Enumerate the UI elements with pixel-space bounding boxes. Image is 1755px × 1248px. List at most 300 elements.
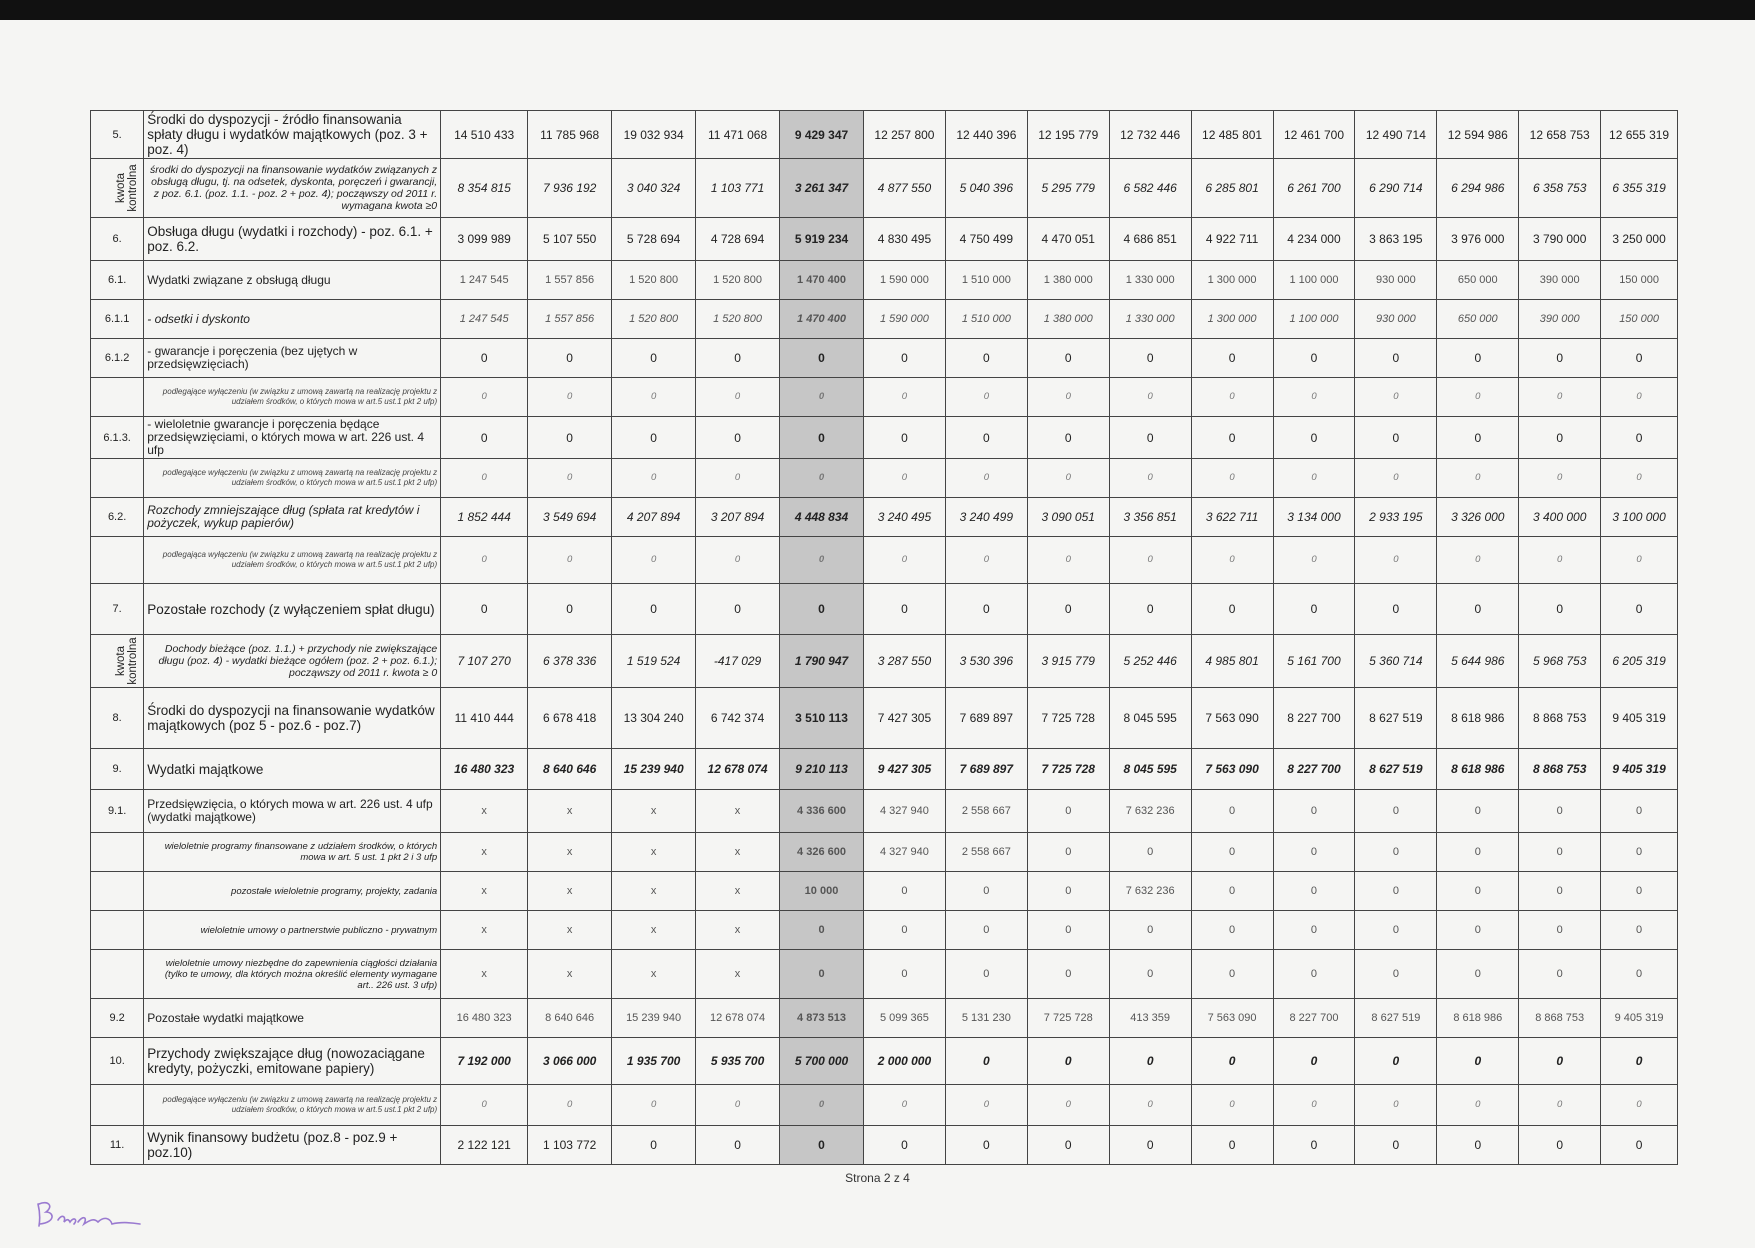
value-cell: 7 725 728 — [1027, 999, 1109, 1038]
value-cell: 7 563 090 — [1191, 688, 1273, 749]
value-cell: 0 — [612, 459, 696, 498]
value-cell: 0 — [945, 459, 1027, 498]
value-cell: 0 — [1601, 790, 1678, 833]
value-cell: 0 — [945, 378, 1027, 417]
value-cell: 12 732 446 — [1109, 111, 1191, 159]
value-cell: 390 000 — [1519, 300, 1601, 339]
table-row — [91, 688, 1678, 749]
value-cell: 0 — [945, 1085, 1027, 1126]
table-body — [91, 111, 1678, 1165]
row-label: Rozchody zmniejszające dług (spłata rat kredytów i pożyczek, wykup papierów) — [144, 498, 441, 537]
value-cell: 8 627 519 — [1355, 688, 1437, 749]
value-cell: 7 689 897 — [945, 749, 1027, 790]
value-cell: 0 — [441, 584, 528, 635]
value-cell: 0 — [1027, 1038, 1109, 1085]
value-cell: 0 — [1519, 790, 1601, 833]
value-cell: 1 103 772 — [528, 1126, 612, 1165]
value-cell: 12 257 800 — [863, 111, 945, 159]
value-cell: 0 — [1355, 1038, 1437, 1085]
row-number: 9.1. — [91, 790, 144, 833]
table-row — [91, 911, 1678, 950]
value-cell: 0 — [1601, 417, 1678, 459]
highlighted-value-cell: 5 919 234 — [780, 218, 864, 261]
value-cell: 6 294 986 — [1437, 159, 1519, 218]
highlighted-value-cell: 1 470 400 — [780, 300, 864, 339]
row-number — [91, 537, 144, 584]
value-cell: 3 134 000 — [1273, 498, 1355, 537]
value-cell: 0 — [1355, 1085, 1437, 1126]
value-cell: 0 — [1601, 459, 1678, 498]
value-cell: x — [612, 950, 696, 999]
value-cell: 150 000 — [1601, 261, 1678, 300]
value-cell: 0 — [528, 339, 612, 378]
value-cell: 0 — [1191, 1126, 1273, 1165]
value-cell: 11 410 444 — [441, 688, 528, 749]
value-cell: x — [441, 833, 528, 872]
value-cell: 16 480 323 — [441, 999, 528, 1038]
value-cell: 2 558 667 — [945, 833, 1027, 872]
value-cell: 1 557 856 — [528, 261, 612, 300]
value-cell: 8 868 753 — [1519, 688, 1601, 749]
value-cell: 0 — [441, 459, 528, 498]
table-row — [91, 1085, 1678, 1126]
table-row — [91, 159, 1678, 218]
value-cell: 0 — [441, 378, 528, 417]
value-cell: 3 530 396 — [945, 635, 1027, 688]
value-cell: x — [612, 872, 696, 911]
value-cell: 0 — [863, 378, 945, 417]
table-row — [91, 790, 1678, 833]
value-cell: 8 618 986 — [1437, 749, 1519, 790]
value-cell: 12 655 319 — [1601, 111, 1678, 159]
value-cell: 0 — [945, 911, 1027, 950]
value-cell: 0 — [612, 1085, 696, 1126]
value-cell: 2 000 000 — [863, 1038, 945, 1085]
value-cell: 0 — [863, 1126, 945, 1165]
value-cell: 0 — [1191, 584, 1273, 635]
value-cell: 12 594 986 — [1437, 111, 1519, 159]
value-cell: 6 355 319 — [1601, 159, 1678, 218]
value-cell: 3 915 779 — [1027, 635, 1109, 688]
value-cell: 7 725 728 — [1027, 688, 1109, 749]
value-cell: 0 — [1109, 1126, 1191, 1165]
value-cell: 0 — [1437, 417, 1519, 459]
value-cell: 0 — [1273, 950, 1355, 999]
value-cell: 7 192 000 — [441, 1038, 528, 1085]
value-cell: 12 485 801 — [1191, 111, 1273, 159]
value-cell: 14 510 433 — [441, 111, 528, 159]
value-cell: 0 — [945, 584, 1027, 635]
row-number: 11. — [91, 1126, 144, 1165]
value-cell: 0 — [1109, 339, 1191, 378]
row-label: wieloletnie umowy niezbędne do zapewnienia ciągłości działania (tylko te umowy, dla których można określić elementy wymagane art.. 226 ust. 3 ufp) — [144, 950, 441, 999]
value-cell: 8 227 700 — [1273, 688, 1355, 749]
row-label: Środki do dyspozycji na finansowanie wydatków majątkowych (poz 5 - poz.6 - poz.7) — [144, 688, 441, 749]
row-number: 6.1.2 — [91, 339, 144, 378]
row-label: Dochody bieżące (poz. 1.1.) + przychody nie zwiększające długu (poz. 4) - wydatki bieżące ogółem (poz. 2 + poz. 6.1.); począwszy od 2011 r. kwota ≥ 0 — [144, 635, 441, 688]
table-row — [91, 749, 1678, 790]
value-cell: 1 380 000 — [1027, 300, 1109, 339]
value-cell: 5 161 700 — [1273, 635, 1355, 688]
value-cell: 6 582 446 — [1109, 159, 1191, 218]
table-row — [91, 872, 1678, 911]
value-cell: 0 — [1519, 833, 1601, 872]
value-cell: 5 968 753 — [1519, 635, 1601, 688]
value-cell: 1 300 000 — [1191, 261, 1273, 300]
value-cell: 2 933 195 — [1355, 498, 1437, 537]
value-cell: 7 563 090 — [1191, 999, 1273, 1038]
value-cell: 0 — [1437, 1126, 1519, 1165]
value-cell: 0 — [696, 584, 780, 635]
value-cell: 150 000 — [1601, 300, 1678, 339]
row-number — [91, 911, 144, 950]
value-cell: 6 358 753 — [1519, 159, 1601, 218]
value-cell: 2 122 121 — [441, 1126, 528, 1165]
value-cell: x — [441, 790, 528, 833]
value-cell: 0 — [1519, 339, 1601, 378]
value-cell: 0 — [945, 872, 1027, 911]
value-cell: 0 — [696, 1126, 780, 1165]
value-cell: 0 — [1601, 537, 1678, 584]
row-number: 8. — [91, 688, 144, 749]
value-cell: x — [528, 833, 612, 872]
value-cell: 3 287 550 — [863, 635, 945, 688]
value-cell: 12 678 074 — [696, 999, 780, 1038]
value-cell: 0 — [1355, 950, 1437, 999]
value-cell: 0 — [1519, 417, 1601, 459]
value-cell: 3 622 711 — [1191, 498, 1273, 537]
value-cell: 8 618 986 — [1437, 999, 1519, 1038]
value-cell: 1 510 000 — [945, 300, 1027, 339]
table-row — [91, 999, 1678, 1038]
value-cell: 0 — [1191, 950, 1273, 999]
value-cell: 0 — [1109, 459, 1191, 498]
value-cell: 6 261 700 — [1273, 159, 1355, 218]
value-cell: 0 — [696, 378, 780, 417]
value-cell: 0 — [863, 872, 945, 911]
value-cell: 1 103 771 — [696, 159, 780, 218]
value-cell: 7 936 192 — [528, 159, 612, 218]
value-cell: 1 520 800 — [612, 261, 696, 300]
highlighted-value-cell: 0 — [780, 1126, 864, 1165]
highlighted-value-cell: 0 — [780, 1085, 864, 1126]
row-label: pozostałe wieloletnie programy, projekty, zadania — [144, 872, 441, 911]
value-cell: 0 — [1437, 911, 1519, 950]
value-cell: 4 750 499 — [945, 218, 1027, 261]
value-cell: x — [528, 950, 612, 999]
value-cell: 0 — [1355, 790, 1437, 833]
value-cell: 0 — [528, 537, 612, 584]
value-cell: 8 868 753 — [1519, 749, 1601, 790]
value-cell: 8 045 595 — [1109, 749, 1191, 790]
handwritten-signature — [34, 1196, 144, 1230]
highlighted-value-cell: 4 873 513 — [780, 999, 864, 1038]
highlighted-value-cell: 9 210 113 — [780, 749, 864, 790]
value-cell: 5 295 779 — [1027, 159, 1109, 218]
value-cell: 0 — [612, 378, 696, 417]
value-cell: 9 405 319 — [1601, 999, 1678, 1038]
value-cell: 0 — [863, 1085, 945, 1126]
value-cell: 0 — [696, 1085, 780, 1126]
value-cell: 0 — [863, 537, 945, 584]
value-cell: 1 852 444 — [441, 498, 528, 537]
value-cell: 3 100 000 — [1601, 498, 1678, 537]
value-cell: 3 066 000 — [528, 1038, 612, 1085]
value-cell: 0 — [1601, 1085, 1678, 1126]
value-cell: 0 — [528, 378, 612, 417]
row-label: Przedsięwzięcia, o których mowa w art. 226 ust. 4 ufp (wydatki majątkowe) — [144, 790, 441, 833]
value-cell: 0 — [1601, 1126, 1678, 1165]
value-cell: x — [612, 833, 696, 872]
value-cell: 3 790 000 — [1519, 218, 1601, 261]
row-label: Przychody zwiększające dług (nowozaciągane kredyty, pożyczki, emitowane papiery) — [144, 1038, 441, 1085]
value-cell: 0 — [1437, 950, 1519, 999]
value-cell: 9 427 305 — [863, 749, 945, 790]
value-cell: 0 — [1027, 378, 1109, 417]
table-row — [91, 378, 1678, 417]
highlighted-value-cell: 9 429 347 — [780, 111, 864, 159]
row-number — [91, 950, 144, 999]
value-cell: 0 — [1519, 911, 1601, 950]
value-cell: 0 — [1437, 537, 1519, 584]
highlighted-value-cell: 0 — [780, 378, 864, 417]
value-cell: 0 — [441, 537, 528, 584]
highlighted-value-cell: 0 — [780, 950, 864, 999]
highlighted-value-cell: 4 448 834 — [780, 498, 864, 537]
value-cell: 0 — [1109, 833, 1191, 872]
value-cell: 4 922 711 — [1191, 218, 1273, 261]
value-cell: 0 — [1355, 378, 1437, 417]
value-cell: 0 — [1191, 833, 1273, 872]
value-cell: 8 354 815 — [441, 159, 528, 218]
value-cell: 0 — [1601, 950, 1678, 999]
value-cell: 0 — [1109, 537, 1191, 584]
value-cell: 1 935 700 — [612, 1038, 696, 1085]
highlighted-value-cell: 3 261 347 — [780, 159, 864, 218]
table-row — [91, 459, 1678, 498]
value-cell: 1 590 000 — [863, 300, 945, 339]
value-cell: 0 — [1519, 378, 1601, 417]
value-cell: 1 510 000 — [945, 261, 1027, 300]
value-cell: 0 — [1273, 584, 1355, 635]
scan-top-border — [0, 0, 1755, 20]
value-cell: x — [696, 911, 780, 950]
value-cell: 0 — [1519, 537, 1601, 584]
value-cell: 0 — [1273, 1085, 1355, 1126]
value-cell: 7 427 305 — [863, 688, 945, 749]
value-cell: 0 — [1437, 833, 1519, 872]
value-cell: 7 107 270 — [441, 635, 528, 688]
table-row — [91, 261, 1678, 300]
value-cell: 0 — [696, 459, 780, 498]
value-cell: 8 045 595 — [1109, 688, 1191, 749]
value-cell: 3 356 851 — [1109, 498, 1191, 537]
row-label: Wydatki majątkowe — [144, 749, 441, 790]
value-cell: 5 107 550 — [528, 218, 612, 261]
value-cell: 6 742 374 — [696, 688, 780, 749]
table-row — [91, 111, 1678, 159]
table-row — [91, 833, 1678, 872]
value-cell: 0 — [1027, 537, 1109, 584]
value-cell: 0 — [1437, 1038, 1519, 1085]
value-cell: 3 250 000 — [1601, 218, 1678, 261]
value-cell: 0 — [1519, 1126, 1601, 1165]
value-cell: 0 — [1109, 417, 1191, 459]
highlighted-value-cell: 0 — [780, 417, 864, 459]
row-label: - gwarancje i poręczenia (bez ujętych w przedsięwzięciach) — [144, 339, 441, 378]
value-cell: x — [696, 790, 780, 833]
value-cell: 0 — [1601, 339, 1678, 378]
value-cell: 0 — [1273, 537, 1355, 584]
row-label: - wieloletnie gwarancje i poręczenia będące przedsięwzięciami, o których mowa w art. 226 ust. 4 ufp — [144, 417, 441, 459]
row-label: podlegające wyłączeniu (w związku z umową zawartą na realizację projektu z udziałem środków, o których mowa w art.5 ust.1 pkt 2 ufp) — [144, 1085, 441, 1126]
value-cell: 0 — [1191, 378, 1273, 417]
highlighted-value-cell: 0 — [780, 584, 864, 635]
value-cell: 0 — [1355, 872, 1437, 911]
value-cell: 0 — [1355, 833, 1437, 872]
value-cell: 0 — [1601, 584, 1678, 635]
value-cell: 13 304 240 — [612, 688, 696, 749]
highlighted-value-cell: 0 — [780, 537, 864, 584]
row-label: wieloletnie umowy o partnerstwie publiczno - prywatnym — [144, 911, 441, 950]
value-cell: 6 378 336 — [528, 635, 612, 688]
row-number — [91, 1085, 144, 1126]
value-cell: 0 — [1355, 339, 1437, 378]
row-lp-text: kwota kontrolna — [115, 164, 139, 212]
value-cell: 0 — [1027, 950, 1109, 999]
value-cell: 0 — [696, 537, 780, 584]
value-cell: 1 330 000 — [1109, 300, 1191, 339]
value-cell: 0 — [863, 417, 945, 459]
value-cell: 1 330 000 — [1109, 261, 1191, 300]
value-cell: 5 131 230 — [945, 999, 1027, 1038]
highlighted-value-cell: 1 790 947 — [780, 635, 864, 688]
row-number — [91, 833, 144, 872]
table-row — [91, 1126, 1678, 1165]
value-cell: 11 471 068 — [696, 111, 780, 159]
value-cell: 0 — [441, 1085, 528, 1126]
value-cell: 1 247 545 — [441, 300, 528, 339]
value-cell: 650 000 — [1437, 261, 1519, 300]
value-cell: 0 — [945, 1126, 1027, 1165]
row-number: 6.1.3. — [91, 417, 144, 459]
value-cell: 4 686 851 — [1109, 218, 1191, 261]
row-label: wieloletnie programy finansowane z udziałem środków, o których mowa w art. 5 ust. 1 pkt 2 i 3 ufp — [144, 833, 441, 872]
value-cell: 0 — [1027, 459, 1109, 498]
value-cell: 12 678 074 — [696, 749, 780, 790]
table-row — [91, 498, 1678, 537]
value-cell: 0 — [696, 417, 780, 459]
value-cell: 0 — [441, 339, 528, 378]
value-cell: 0 — [1273, 1126, 1355, 1165]
value-cell: 0 — [1027, 911, 1109, 950]
value-cell: 6 290 714 — [1355, 159, 1437, 218]
value-cell: 4 985 801 — [1191, 635, 1273, 688]
value-cell: 0 — [1027, 833, 1109, 872]
value-cell: 1 300 000 — [1191, 300, 1273, 339]
highlighted-value-cell: 3 510 113 — [780, 688, 864, 749]
row-label: Pozostałe rozchody (z wyłączeniem spłat długu) — [144, 584, 441, 635]
row-label: Pozostałe wydatki majątkowe — [144, 999, 441, 1038]
row-number: 9. — [91, 749, 144, 790]
value-cell: 0 — [1027, 584, 1109, 635]
value-cell: 0 — [1027, 1085, 1109, 1126]
value-cell: 1 519 524 — [612, 635, 696, 688]
value-cell: 0 — [1191, 872, 1273, 911]
row-label: podlegająca wyłączeniu (w związku z umową zawartą na realizację projektu z udziałem środków, o których mowa w art.5 ust.1 pkt 2 ufp) — [144, 537, 441, 584]
value-cell: 0 — [1437, 339, 1519, 378]
value-cell: 3 099 989 — [441, 218, 528, 261]
value-cell: 7 563 090 — [1191, 749, 1273, 790]
value-cell: x — [441, 950, 528, 999]
value-cell: 0 — [1191, 417, 1273, 459]
value-cell: 0 — [1273, 911, 1355, 950]
value-cell: 0 — [1355, 911, 1437, 950]
value-cell: 0 — [1273, 833, 1355, 872]
row-label: podlegające wyłączeniu (w związku z umową zawartą na realizację projektu z udziałem środków, o których mowa w art.5 ust.1 pkt 2 ufp) — [144, 378, 441, 417]
value-cell: 3 549 694 — [528, 498, 612, 537]
value-cell: 4 207 894 — [612, 498, 696, 537]
row-number: 7. — [91, 584, 144, 635]
row-label: podlegające wyłączeniu (w związku z umową zawartą na realizację projektu z udziałem środków, o których mowa w art.5 ust.1 pkt 2 ufp) — [144, 459, 441, 498]
value-cell: 8 627 519 — [1355, 749, 1437, 790]
value-cell: 0 — [1027, 872, 1109, 911]
control-amount-label — [91, 635, 144, 688]
value-cell: 1 380 000 — [1027, 261, 1109, 300]
value-cell: 0 — [1601, 833, 1678, 872]
value-cell: 0 — [945, 537, 1027, 584]
value-cell: 930 000 — [1355, 300, 1437, 339]
value-cell: x — [696, 833, 780, 872]
value-cell: 4 728 694 — [696, 218, 780, 261]
value-cell: 0 — [1519, 950, 1601, 999]
value-cell: 1 520 800 — [696, 261, 780, 300]
value-cell: 8 640 646 — [528, 749, 612, 790]
value-cell: 0 — [1027, 339, 1109, 378]
value-cell: x — [612, 911, 696, 950]
row-number: 6. — [91, 218, 144, 261]
value-cell: 0 — [1109, 378, 1191, 417]
value-cell: 0 — [1437, 790, 1519, 833]
value-cell: 3 207 894 — [696, 498, 780, 537]
value-cell: 7 725 728 — [1027, 749, 1109, 790]
value-cell: 0 — [528, 459, 612, 498]
value-cell: x — [696, 950, 780, 999]
value-cell: 0 — [863, 339, 945, 378]
value-cell: 8 227 700 — [1273, 999, 1355, 1038]
value-cell: 1 557 856 — [528, 300, 612, 339]
value-cell: x — [528, 911, 612, 950]
value-cell: 5 360 714 — [1355, 635, 1437, 688]
value-cell: 0 — [1601, 911, 1678, 950]
value-cell: 5 644 986 — [1437, 635, 1519, 688]
value-cell: 3 326 000 — [1437, 498, 1519, 537]
value-cell: 0 — [696, 339, 780, 378]
value-cell: 3 976 000 — [1437, 218, 1519, 261]
value-cell: 12 490 714 — [1355, 111, 1437, 159]
value-cell: 0 — [612, 537, 696, 584]
value-cell: 0 — [1109, 584, 1191, 635]
value-cell: 12 195 779 — [1027, 111, 1109, 159]
value-cell: x — [441, 872, 528, 911]
value-cell: 4 234 000 — [1273, 218, 1355, 261]
value-cell: 0 — [1191, 1085, 1273, 1126]
value-cell: 0 — [528, 584, 612, 635]
value-cell: 0 — [1273, 1038, 1355, 1085]
value-cell: 9 405 319 — [1601, 688, 1678, 749]
value-cell: 0 — [863, 584, 945, 635]
value-cell: 0 — [1437, 459, 1519, 498]
